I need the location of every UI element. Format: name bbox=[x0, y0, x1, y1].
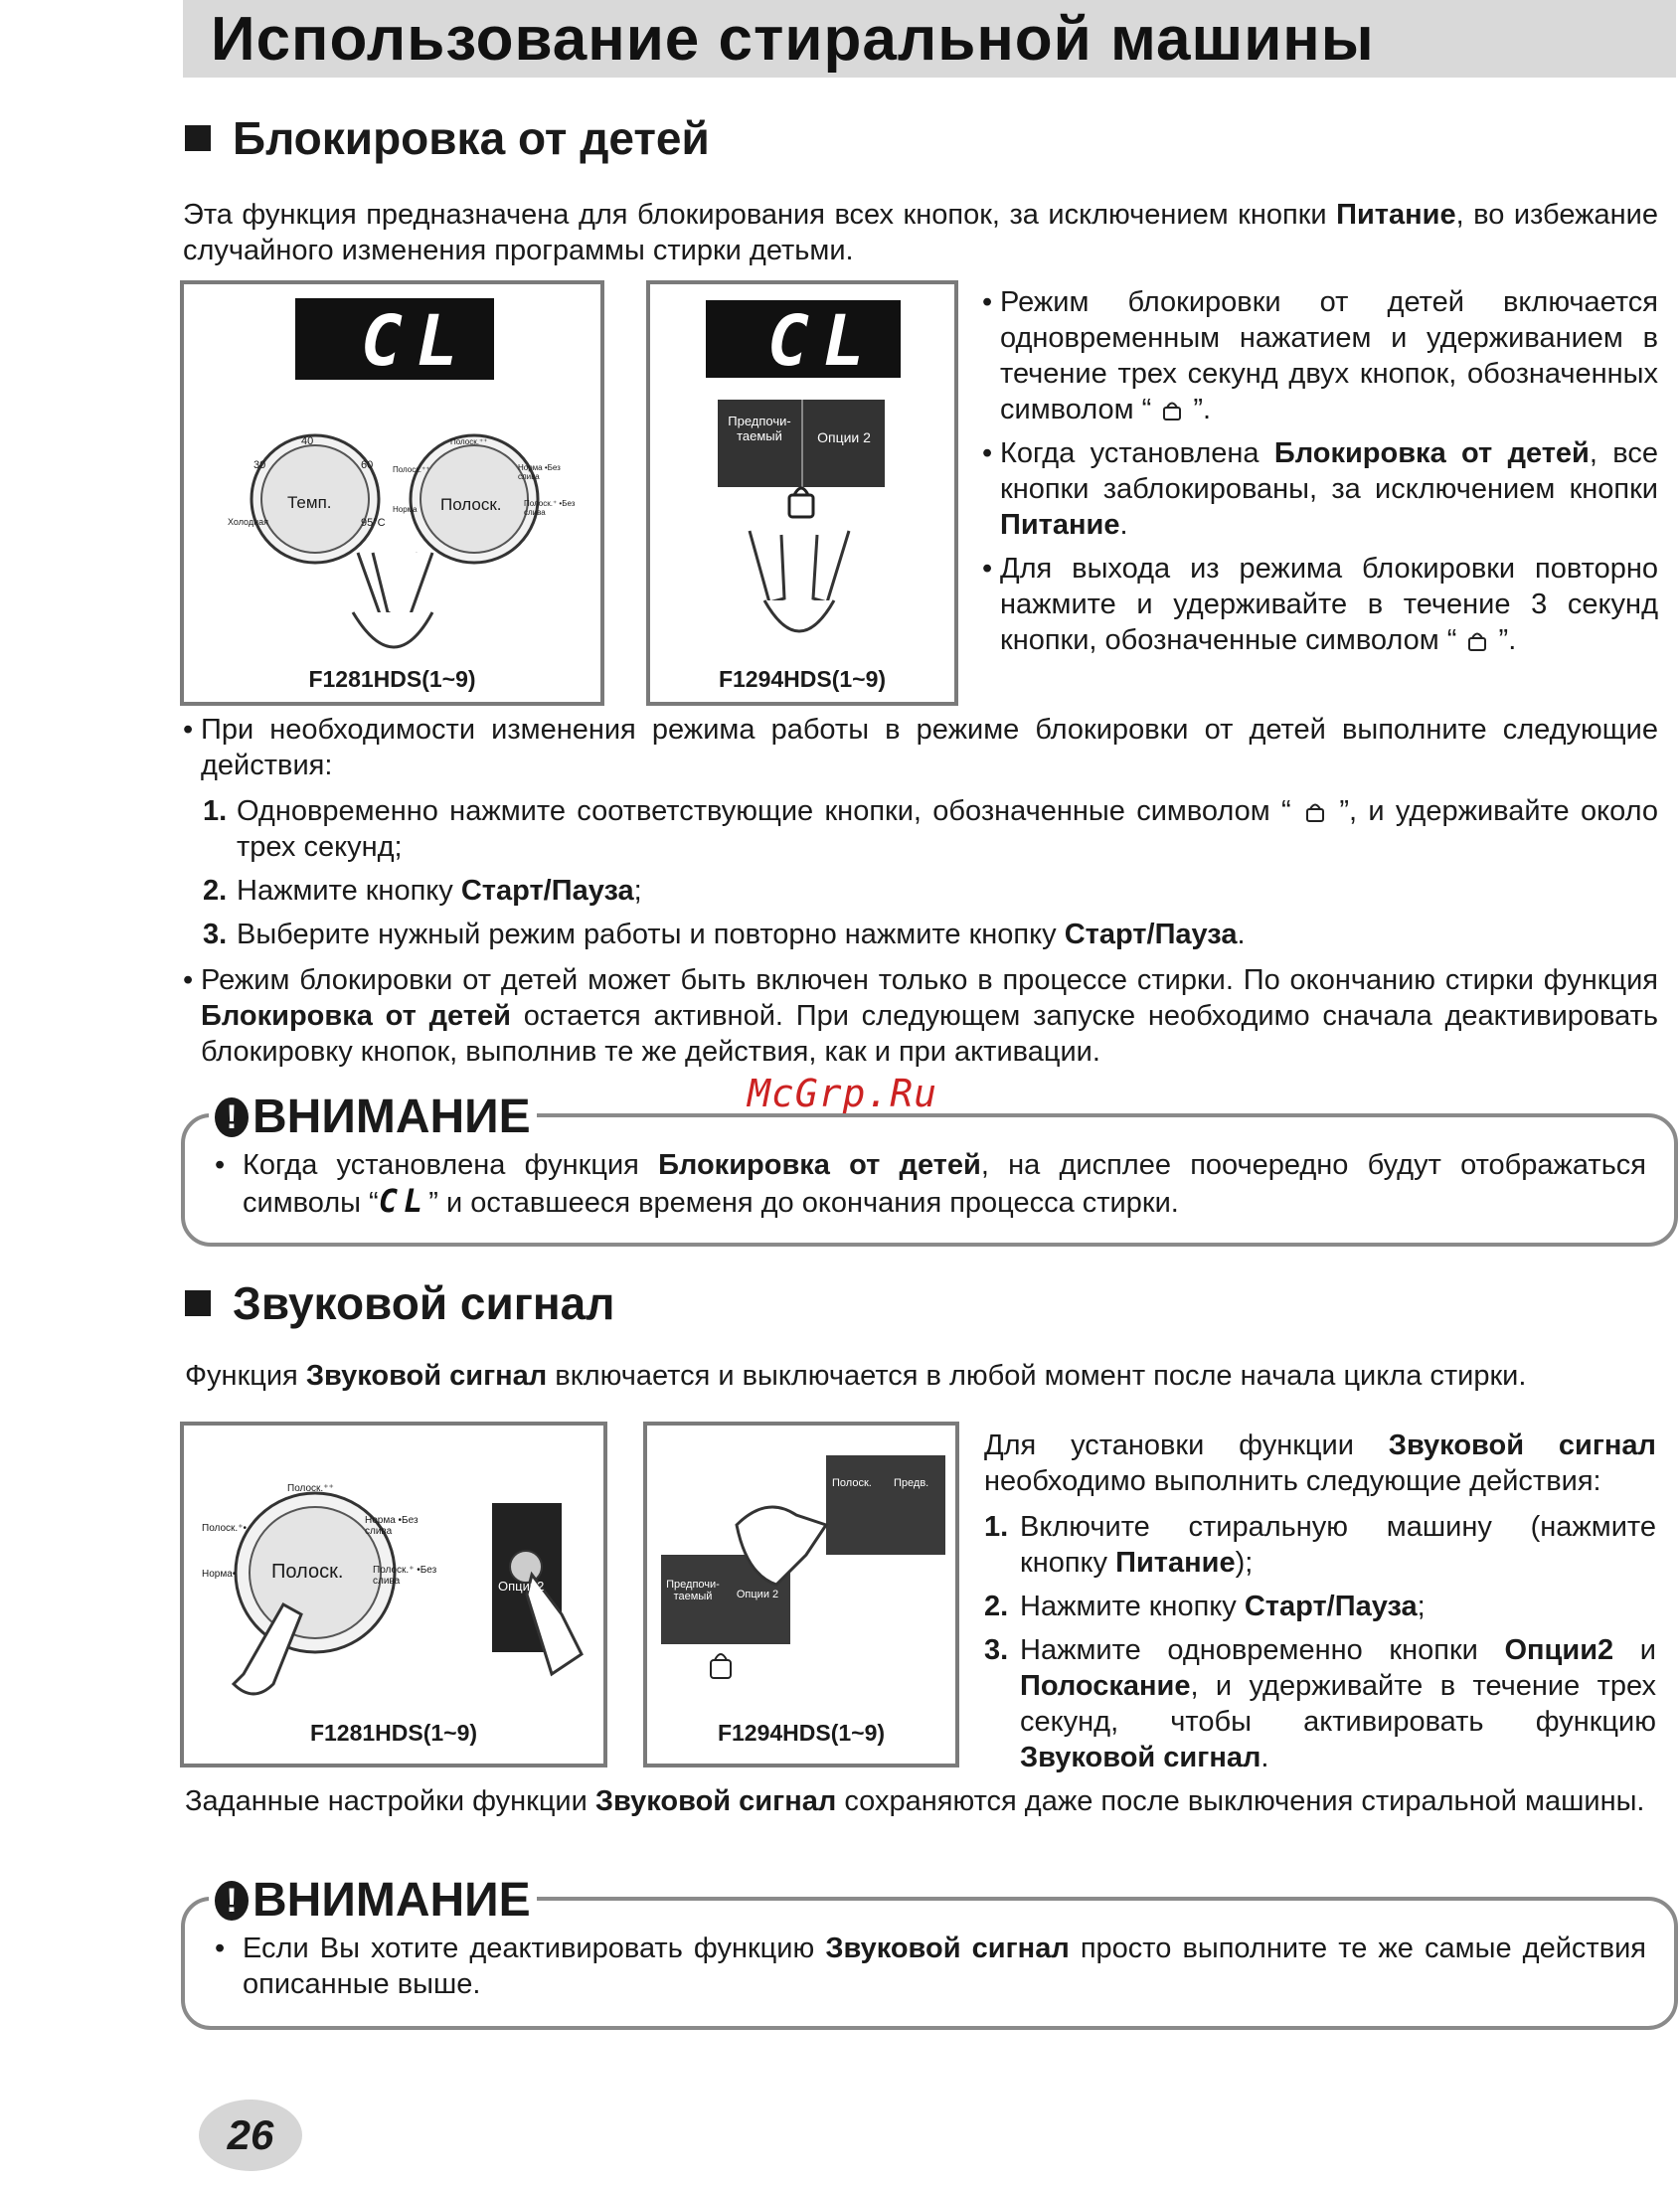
options2-button[interactable]: Опции 2 bbox=[817, 429, 871, 445]
section-heading-beep bbox=[185, 1276, 615, 1330]
figure-caption: F1281HDS(1~9) bbox=[309, 1720, 478, 1746]
warning-title: ! ВНИМАНИЕ bbox=[209, 1090, 537, 1144]
figure-caption: F1294HDS(1~9) bbox=[717, 1720, 886, 1746]
temp-60-label: 60 bbox=[361, 459, 374, 471]
temp-30-label: 30 bbox=[253, 459, 266, 471]
warning-title: ! ВНИМАНИЕ bbox=[209, 1873, 537, 1928]
step-item: 1. Одновременно нажмите соответствующие кнопки, обозначенные символом “ ”, и удерживайте около трех секунд; bbox=[203, 795, 1658, 863]
exclamation-icon: ! bbox=[215, 1881, 249, 1921]
step-item: 3. Нажмите одновременно кнопки Опции2 и Полоскание, и удерживайте в течение трех секунд, чтобы активировать функцию Звуковой сигнал. bbox=[984, 1634, 1656, 1773]
rinse-norm-drain-label: Норма •Без слива bbox=[518, 463, 561, 481]
cl-symbol: CL bbox=[378, 1182, 429, 1220]
section-heading-text: Блокировка от детей bbox=[233, 112, 710, 164]
bullet-item: • Для выхода из режима блокировки повторно нажмите и удерживайте в течение 3 секунд кнопки, обозначенные символом “ ”. bbox=[982, 553, 1658, 656]
hand-lock-illustration bbox=[650, 284, 954, 702]
step-item: 2. Нажмите кнопку Старт/Пауза; bbox=[203, 875, 642, 907]
beep-intro: Функция Звуковой сигнал включается и выключается в любой момент после начала цикла стирки. bbox=[185, 1360, 1527, 1392]
bullet-item: • При необходимости изменения режима работы в режиме блокировки от детей выполните следующие действия: bbox=[183, 714, 1658, 781]
square-bullet-icon bbox=[185, 1290, 211, 1316]
page-number: 26 bbox=[199, 2100, 302, 2171]
rinse-dial-label: Полоск. bbox=[440, 495, 502, 514]
dial-illustration bbox=[184, 1426, 603, 1764]
section-heading-child-lock bbox=[185, 111, 710, 165]
step-item: 2. Нажмите кнопку Старт/Пауза; bbox=[984, 1591, 1426, 1622]
rinse-plus-drain-label: Полоск.⁺ •Без слива bbox=[524, 499, 576, 517]
step-item: 3. Выберите нужный режим работы и повторно нажмите кнопку Старт/Пауза. bbox=[203, 919, 1246, 950]
rinse-plus-plus-label: Полоск.⁺⁺ bbox=[287, 1483, 334, 1494]
bullet-item: • Режим блокировки от детей включается одновременным нажатием и удерживанием в течение трех секунд двух кнопок, обозначенных символом “ ”. bbox=[982, 286, 1658, 425]
beep-saved-note: Заданные настройки функции Звуковой сигнал сохраняются даже после выключения стиральной машины. bbox=[185, 1785, 1645, 1817]
hand-lock-illustration bbox=[647, 1426, 955, 1764]
section-heading-text: Звуковой сигнал bbox=[233, 1277, 615, 1329]
prewash-button[interactable]: Предпочи- таемый bbox=[718, 400, 803, 487]
dials-illustration bbox=[184, 284, 600, 702]
child-lock-intro: Эта функция предназначена для блокирования всех кнопок, за исключением кнопки Питание, во избежание случайного изменения программы стирки детьми. bbox=[183, 199, 1658, 266]
temp-40-label: 40 bbox=[301, 435, 314, 447]
lock-icon bbox=[1464, 627, 1490, 653]
rinse-plus-label: Полоск.⁺• bbox=[202, 1523, 247, 1534]
figure-f1294-child-lock bbox=[646, 280, 958, 706]
square-bullet-icon bbox=[185, 125, 211, 151]
rinse-norm-label: Норма bbox=[393, 505, 418, 514]
rinse-plus-plus-left-label: Полоск.⁺⁺ bbox=[393, 465, 430, 474]
warning-1-text: • Когда установлена функция Блокировка от детей, на дисплее поочередно будут отображаться символы “CL” и оставшееся временя до окончания процесса стирки. bbox=[215, 1149, 1647, 1220]
figure-caption: F1281HDS(1~9) bbox=[308, 666, 476, 692]
rinse-button[interactable]: Полоск. bbox=[832, 1477, 872, 1489]
figure-f1294-beep bbox=[643, 1422, 959, 1767]
temp-dial-label: Темп. bbox=[287, 493, 332, 512]
temp-cold-label: Холодная bbox=[228, 517, 268, 527]
lock-icon bbox=[1159, 397, 1185, 422]
child-lock-bullets bbox=[982, 284, 1658, 658]
rinse-dial-label: Полоск. bbox=[271, 1561, 344, 1583]
exclamation-icon: ! bbox=[215, 1097, 249, 1137]
options2-button[interactable]: Опции 2 bbox=[736, 1589, 779, 1600]
figure-f1281-child-lock bbox=[180, 280, 604, 706]
watermark-text: McGrp.Ru bbox=[748, 1072, 938, 1115]
bullet-item: • Режим блокировки от детей может быть включен только в процессе стирки. По окончанию стирки функция Блокировка от детей остается активной. При следующем запуске необходимо сначала деактивировать блокировку кнопок, выполнив те же действия, как и при активации. bbox=[183, 964, 1658, 1068]
step-item: 1. Включите стиральную машину (нажмите кнопку Питание); bbox=[984, 1511, 1656, 1579]
rinse-plus-plus-top-label: Полоск.⁺⁺ bbox=[450, 437, 488, 446]
page-title: Использование стиральной машины bbox=[211, 5, 1375, 74]
options2-label: Опции2 bbox=[498, 1579, 545, 1594]
rinse-norm-label: Норма• bbox=[202, 1569, 237, 1580]
rinse-plus-drain-label: Полоск.⁺ •Без слива bbox=[373, 1565, 437, 1587]
rinse-norm-drain-label: Норма •Без слива bbox=[365, 1515, 419, 1537]
change-mode-instructions bbox=[183, 712, 1658, 1070]
prewash-button[interactable]: Предпочи- таемый bbox=[666, 1579, 720, 1602]
lock-icon bbox=[1302, 798, 1328, 824]
prewash-short-button[interactable]: Предв. bbox=[894, 1477, 929, 1489]
figure-caption: F1294HDS(1~9) bbox=[718, 666, 887, 692]
lcd-display: CL bbox=[706, 300, 901, 378]
figure-f1281-beep bbox=[180, 1422, 607, 1767]
temp-95-label: 95°C bbox=[361, 517, 386, 529]
bullet-item: • Когда установлена Блокировка от детей, все кнопки заблокированы, за исключением кнопки Питание. bbox=[982, 437, 1658, 541]
lcd-display: CL bbox=[295, 298, 494, 380]
beep-setup-instructions: Для установки функции Звуковой сигнал необходимо выполнить следующие действия: 1. Включите стиральную машину (нажмите кнопку Питание); 2. Нажмите кнопку Старт/Пауза; 3. Нажмите одновременно кнопки Опции2 и Полоскание, и удерживайте в течение трех секунд, чтобы активировать функцию Звуковой сигнал. bbox=[984, 1429, 1656, 1773]
warning-2-text: • Если Вы хотите деактивировать функцию Звуковой сигнал просто выполните те же самые действия описанные выше. bbox=[215, 1933, 1646, 2000]
